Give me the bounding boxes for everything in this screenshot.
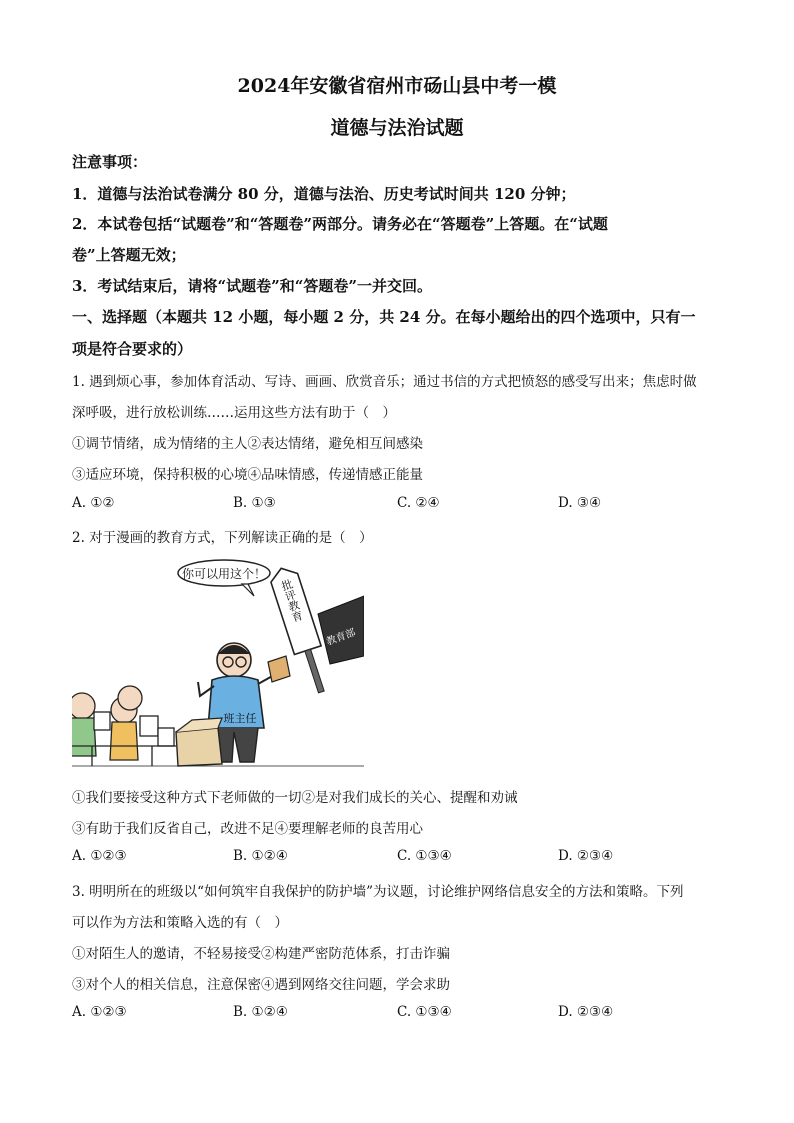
question-stem: 2. 对于漫画的教育方式，下列解读正确的是（ ） xyxy=(72,530,373,546)
question-statement: ①我们要接受这种方式下老师做的一切②是对我们成长的关心、提醒和劝诫 xyxy=(72,790,518,806)
question-statement: ③对个人的相关信息，注意保密④遇到网络交往问题，学会求助 xyxy=(72,977,450,993)
option-a: A. ①②③ xyxy=(72,848,127,864)
section-heading-continued: 项是符合要求的） xyxy=(72,340,193,358)
option-d: D. ②③④ xyxy=(558,848,614,864)
sleeve-label: 教育部 xyxy=(325,627,358,648)
option-d: D. ②③④ xyxy=(558,1004,614,1020)
notice-item: 3．考试结束后，请将“试题卷”和“答题卷”一并交回。 xyxy=(72,277,432,295)
option-c: C. ①③④ xyxy=(397,848,452,864)
question-stem: 1. 遇到烦心事，参加体育活动、写诗、画画、欣赏音乐；通过书信的方式把愤怒的感受写出来；焦虑时做 xyxy=(72,374,697,390)
speech-bubble-text: 你可以用这个！ xyxy=(181,567,267,581)
question-stem: 深呼吸，进行放松训练……运用这些方法有助于（ ） xyxy=(72,405,396,421)
question-statement: ①对陌生人的邀请，不轻易接受②构建严密防范体系，打击诈骗 xyxy=(72,946,450,962)
exam-title: 2024年安徽省宿州市砀山县中考一模 xyxy=(237,75,557,97)
notice-item: 1．道德与法治试卷满分 80 分，道德与法治、历史考试时间共 120 分钟； xyxy=(72,185,576,203)
notice-item: 2．本试卷包括“试题卷”和“答题卷”两部分。请务必在“答题卷”上答题。在“试题 xyxy=(72,215,608,233)
shirt-label: 班主任 xyxy=(223,712,257,725)
sign-text: 批评教育 xyxy=(278,577,305,624)
question-statement: ③适应环境，保持积极的心境④品味情感，传递情感正能量 xyxy=(72,467,423,483)
question-stem: 可以作为方法和策略入选的有（ ） xyxy=(72,915,288,931)
option-b: B. ①③ xyxy=(233,495,276,511)
option-d: D. ③④ xyxy=(558,495,602,511)
option-b: B. ①②④ xyxy=(233,848,288,864)
notice-item: 卷”上答题无效； xyxy=(72,246,186,264)
question-stem: 3. 明明所在的班级以“如何筑牢自我保护的防护墙”为议题，讨论维护网络信息安全的方法和策略。下列 xyxy=(72,884,684,900)
option-a: A. ①②③ xyxy=(72,1004,127,1020)
option-b: B. ①②④ xyxy=(233,1004,288,1020)
teacher-cartoon-image xyxy=(72,556,364,772)
option-c: C. ②④ xyxy=(397,495,440,511)
question-statement: ①调节情绪，成为情绪的主人②表达情绪，避免相互间感染 xyxy=(72,436,423,452)
section-heading: 一、选择题（本题共 12 小题，每小题 2 分，共 24 分。在每小题给出的四个选项中，只有一 xyxy=(72,308,696,326)
question-statement: ③有助于我们反省自己，改进不足④要理解老师的良苦用心 xyxy=(72,821,423,837)
option-a: A. ①② xyxy=(72,495,115,511)
notice-heading: 注意事项： xyxy=(72,153,148,171)
exam-subject-title: 道德与法治试题 xyxy=(330,117,464,139)
option-c: C. ①③④ xyxy=(397,1004,452,1020)
